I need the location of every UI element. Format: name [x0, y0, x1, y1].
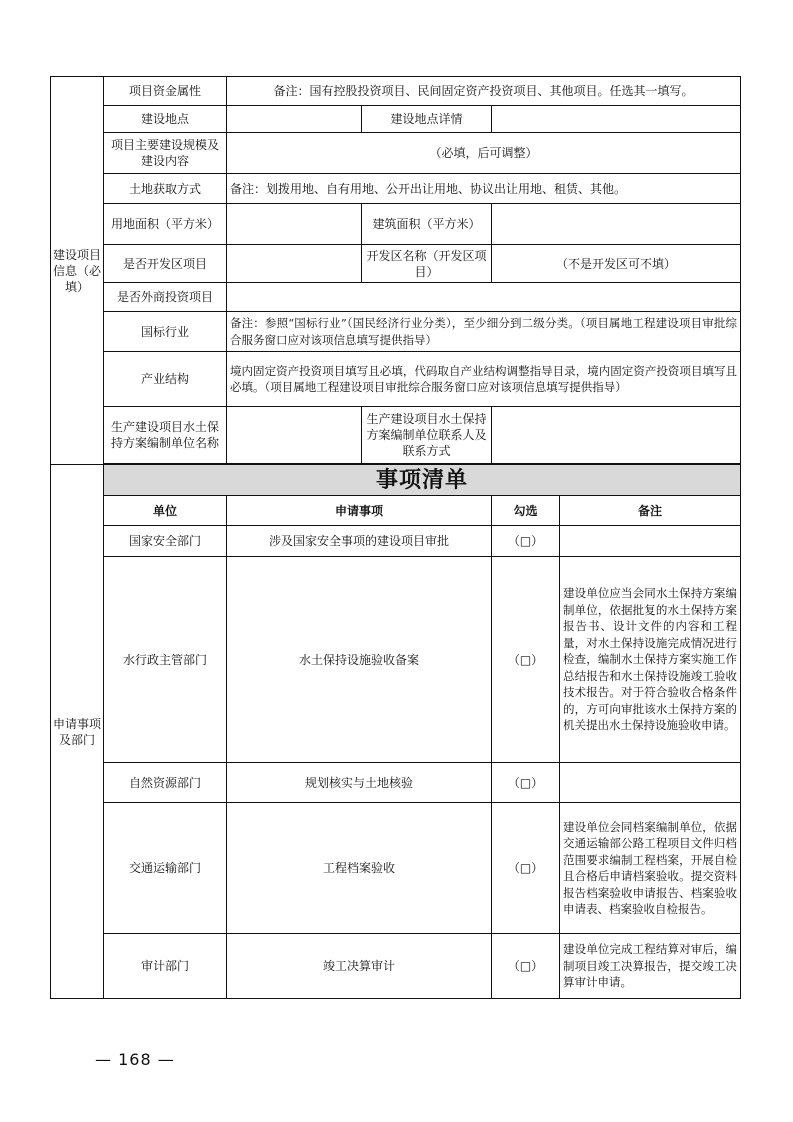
- matter-remark: 建设单位完成工程结算对审后，编制项目竣工决算报告，提交竣工决算审计申请。: [560, 934, 741, 999]
- matter-unit: 自然资源部门: [104, 763, 227, 803]
- matter-remark: [560, 526, 741, 557]
- matter-checkbox[interactable]: （□）: [492, 526, 560, 557]
- industry-value: 备注：参照“国标行业”（国民经济行业分类），至少细分到二级分类。（项目属地工程建设项目审批综合服务窗口应对该项信息填写提供指导）: [227, 312, 741, 352]
- header-remark: 备注: [560, 496, 741, 526]
- application-form-table: [50, 76, 741, 999]
- row-devzone: [51, 245, 741, 283]
- row-industry: [51, 312, 741, 352]
- matters-side-label: 申请事项及部门: [51, 465, 104, 999]
- page-number: — 168 —: [95, 1050, 175, 1069]
- site-detail-value: [492, 106, 741, 133]
- scale-value: （必填，后可调整）: [227, 133, 741, 174]
- area-value: [227, 204, 362, 245]
- matter-name: 规划核实与土地核验: [227, 763, 492, 803]
- row-banner: [51, 465, 741, 496]
- devzone-label: 是否开发区项目: [104, 245, 227, 283]
- matter-checkbox[interactable]: （□）: [492, 934, 560, 999]
- matter-checkbox[interactable]: （□）: [492, 763, 560, 803]
- header-unit: 单位: [104, 496, 227, 526]
- row-funding-attr: [51, 77, 741, 106]
- matter-name: 工程档案验收: [227, 803, 492, 934]
- matter-remark: 建设单位会同档案编制单位，依据交通运输部公路工程项目文件归档范围要求编制工程档案，开展自检且合格后申请档案验收。提交资料报告档案验收申请报告、档案验收申请表、档案验收自检报告。: [560, 803, 741, 934]
- building-area-value: [492, 204, 741, 245]
- row-land: [51, 174, 741, 204]
- land-label: 土地获取方式: [104, 174, 227, 204]
- row-area: [51, 204, 741, 245]
- matter-unit: 审计部门: [104, 934, 227, 999]
- building-area-label: 建筑面积（平方米）: [362, 204, 492, 245]
- matter-unit: 国家安全部门: [104, 526, 227, 557]
- soil-contact-label: 生产建设项目水土保持方案编制单位联系人及联系方式: [362, 407, 492, 464]
- soil-contact-value: [492, 407, 741, 464]
- row-headers: [51, 496, 741, 526]
- scale-label: 项目主要建设规模及建设内容: [104, 133, 227, 174]
- foreign-label: 是否外商投资项目: [104, 283, 227, 312]
- header-check: 勾选: [492, 496, 560, 526]
- matter-row: [51, 934, 741, 999]
- matter-row: [51, 526, 741, 557]
- matter-name: 竣工决算审计: [227, 934, 492, 999]
- row-soil-unit: [51, 407, 741, 464]
- matter-unit: 交通运输部门: [104, 803, 227, 934]
- area-label: 用地面积（平方米）: [104, 204, 227, 245]
- land-value: 备注：划拨用地、自有用地、公开出让用地、协议出让用地、租赁、其他。: [227, 174, 741, 204]
- row-foreign: [51, 283, 741, 312]
- matter-unit: 水行政主管部门: [104, 557, 227, 763]
- devzone-value: [227, 245, 362, 283]
- devzone-name-label: 开发区名称（开发区项目）: [362, 245, 492, 283]
- funding-attr-value: 备注：国有控股投资项目、民间固定资产投资项目、其他项目。任选其一填写。: [227, 77, 741, 106]
- matter-checkbox[interactable]: （□）: [492, 557, 560, 763]
- soil-unit-label: 生产建设项目水土保持方案编制单位名称: [104, 407, 227, 464]
- row-structure: [51, 352, 741, 407]
- site-label: 建设地点: [104, 106, 227, 133]
- matter-remark: [560, 763, 741, 803]
- site-detail-label: 建设地点详情: [362, 106, 492, 133]
- header-matter: 申请事项: [227, 496, 492, 526]
- site-value: [227, 106, 362, 133]
- funding-attr-label: 项目资金属性: [104, 77, 227, 106]
- matter-row: [51, 803, 741, 934]
- matter-name: 涉及国家安全事项的建设项目审批: [227, 526, 492, 557]
- matter-row: [51, 763, 741, 803]
- structure-value: 境内固定资产投资项目填写且必填，代码取自产业结构调整指导目录，境内固定资产投资项目填写且必填。（项目属地工程建设项目审批综合服务窗口应对该项信息填写提供指导）: [227, 352, 741, 407]
- foreign-value: [227, 283, 741, 312]
- structure-label: 产业结构: [104, 352, 227, 407]
- matter-row: [51, 557, 741, 763]
- devzone-name-value: （不是开发区可不填）: [492, 245, 741, 283]
- row-scale: [51, 133, 741, 174]
- matter-remark: 建设单位应当会同水土保持方案编制单位，依据批复的水土保持方案报告书、设计文件的内容和工程量，对水土保持设施完成情况进行检查，编制水土保持方案实施工作总结报告和水土保持设施竣工验收技术报告。对于符合验收合格条件的，方可向审批该水土保持方案的机关提出水土保持设施验收申请。: [560, 557, 741, 763]
- industry-label: 国标行业: [104, 312, 227, 352]
- row-site: [51, 106, 741, 133]
- matter-name: 水土保持设施验收备案: [227, 557, 492, 763]
- soil-unit-value: [227, 407, 362, 464]
- matters-banner: 事项清单: [104, 465, 741, 496]
- matter-checkbox[interactable]: （□）: [492, 803, 560, 934]
- project-info-side-label: 建设项目信息（必填）: [51, 77, 104, 465]
